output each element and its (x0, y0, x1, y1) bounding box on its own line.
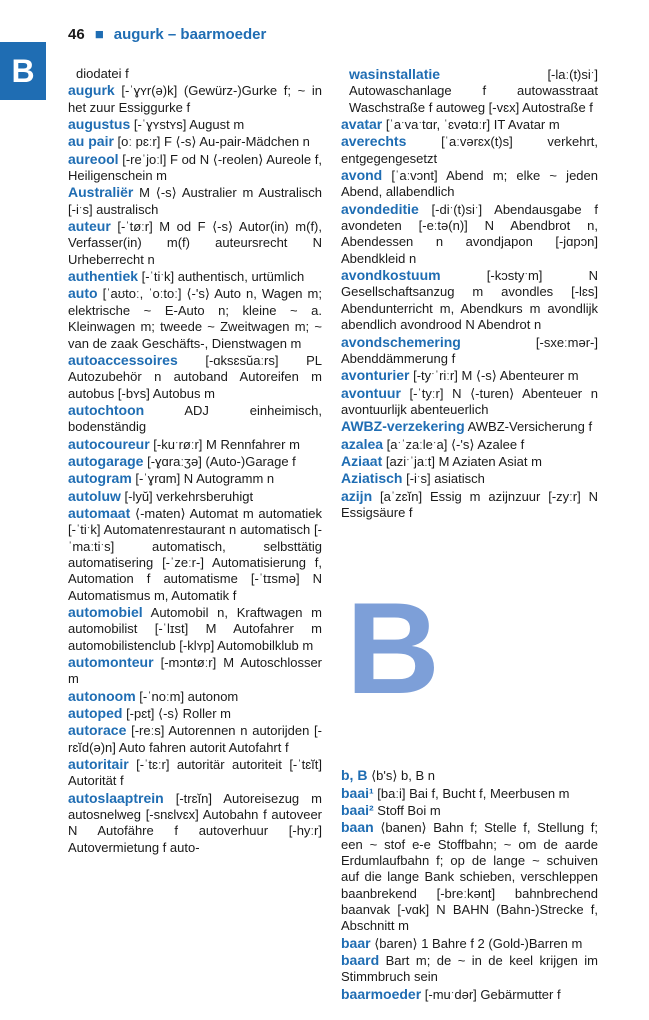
headword: automonteur (68, 654, 154, 671)
dictionary-entry: autorace [-reːs] Autorennen n autorijden [-rɛĭd(ə)n] Auto fahren autorit Autofahrt f (68, 722, 322, 755)
headword: autocoureur (68, 435, 150, 452)
dictionary-entry: automaat ⟨-maten⟩ Automat m automatiek [-ˈtiˑk] Automatenrestaurant n automatisch [-ˈmaːtiˑs] automatisch, selbsttätig automatisering [-ˈzeːr-] Automatisierung f, Automation f automatisme [-ˈtɪsmə] N Automatismus m, Automatik f (68, 504, 322, 603)
headword: baard (341, 952, 380, 969)
dictionary-entry: diodatei f (76, 66, 129, 81)
headword: AWBZ-verzekering (341, 418, 465, 435)
dictionary-entry: averechts [ˈaːvərɛx(t)s] verkehrt, entgegengesetzt (341, 133, 598, 166)
dictionary-entry: baai¹ [baːi] Bai f, Bucht f, Meerbusen m (341, 784, 570, 801)
headword: au pair (68, 133, 114, 150)
dictionary-entry: avonturier [-tyˑˈriːr] M ⟨-s⟩ Abenteurer m (341, 367, 579, 384)
page-range: augurk – baarmoeder (113, 26, 267, 43)
dictionary-entry: wasinstallatie [-laː(t)siˑ] Autowaschanlage f autowasstraat Waschstraße f autoweg [-vɛx] Autostraße f (349, 66, 598, 115)
dictionary-entry: auto [ˈaʊtoː, ˈoːtoː] ⟨-'s⟩ Auto n, Wagen m; elektrische ~ E-Auto n; kleine ~ a. Kleinwagen m; tweede ~ Zweitwagen m; ~ van de zaak Geschäfts-, Dienstwagen m (68, 285, 322, 351)
headword: autochtoon (68, 401, 145, 418)
dictionary-entry: autogram [-ˈɣrɑm] N Autogramm n (68, 470, 275, 487)
dictionary-entry: Aziatisch [-iˑs] asiatisch (341, 470, 485, 487)
dictionary-entry: au pair [oː pɛːr] F ⟨-s⟩ Au-pair-Mädchen n (68, 133, 310, 150)
headword: avontuur (341, 384, 401, 401)
dictionary-entry: autocoureur [-kuˑrøːr] M Rennfahrer m (68, 435, 300, 452)
headword: avond (341, 167, 383, 184)
header-bullet: ■ (94, 26, 104, 43)
dictionary-entry: aureool [-reˈjoːl] F od N ⟨-reolen⟩ Aureole f, Heiligenschein m (68, 150, 322, 184)
dictionary-entry: autonoom [-ˈnoːm] autonom (68, 687, 239, 704)
page-header (68, 26, 266, 43)
headword: Aziaat (341, 452, 383, 469)
dictionary-entry: augustus [-ˈɣʏstʏs] August m (68, 116, 245, 133)
section-letter: B (346, 575, 440, 721)
headword: azijn (341, 487, 373, 504)
letter-tab: B (0, 42, 46, 100)
dictionary-entry: autoaccessoires [-ɑksɛsŭaːrs] PL Autozubehör n autoband Autoreifen m autobus [-bʏs] Autobus m (68, 351, 322, 401)
dictionary-entry: AWBZ-verzekering AWBZ-Versicherung f (341, 418, 593, 435)
headword: baar (341, 934, 371, 951)
dictionary-entry: avond [ˈaːvɔnt] Abend m; elke ~ jeden Abend, allabendlich (341, 167, 598, 200)
headword: autoped (68, 705, 123, 722)
headword: averechts (341, 133, 407, 150)
dictionary-entry: azalea [aˑˈzaːleˑa] ⟨-'s⟩ Azalee f (341, 435, 525, 452)
dictionary-entry: baarmoeder [-muˑdər] Gebärmutter f (341, 985, 561, 1002)
dictionary-entry: baan ⟨banen⟩ Bahn f; Stelle f, Stellung f; een ~ stof e-e Stoffbahn; ~ om de aarde Erdumlaufbahn f; op de lange ~ schuiven auf die lange Bank schieben, verschleppen baanbrekend [-breːkənt] bahnbrechend baanvak [-vɑk] N BAHN (Bahn-)Strecke f, Abschnitt m (341, 819, 598, 934)
headword: aureool (68, 150, 119, 167)
headword: baai² (341, 801, 374, 818)
headword: auto (68, 285, 98, 302)
dictionary-entry: avontuur [-ˈtyːr] N ⟨-turen⟩ Abenteuer n avontuurlijk abenteuerlich (341, 384, 598, 417)
headword: baai¹ (341, 784, 374, 801)
dictionary-entry: b, B ⟨b's⟩ b, B n (341, 767, 435, 784)
headword: b, B (341, 767, 368, 784)
headword: avondeditie (341, 200, 419, 217)
headword: avondkostuum (341, 267, 441, 284)
headword: automobiel (68, 604, 143, 620)
dictionary-entry: automonteur [-mɔntøːr] M Autoschlosser m (68, 654, 322, 687)
dictionary-entry: avondschemering [-sxeːmər-] Abenddämmerung f (341, 333, 598, 366)
right-column (341, 66, 598, 1003)
headword: auteur (68, 218, 111, 235)
page-number: 46 (68, 26, 85, 43)
dictionary-entry: baai² Stoff Boi m (341, 801, 441, 818)
headword: authentiek (68, 268, 139, 285)
dictionary-entry: augurk [-ˈɣʏr(ə)k] (Gewürz-)Gurke f; ~ in het zuur Essiggurke f (68, 82, 322, 115)
dictionary-entry: avondkostuum [-kɔstyˑm] N Gesellschaftsanzug m avondles [-lɛs] Abendunterricht m, Abendkurs m avondlijk abendlich avondrood N Abendrot n (341, 267, 598, 333)
headword: autoaccessoires (68, 351, 178, 368)
headword: Aziatisch (341, 470, 403, 487)
headword: autogarage (68, 452, 144, 469)
dictionary-entry: auteur [-ˈtøːr] M od F ⟨-s⟩ Autor(in) m(f), Verfasser(in) m(f) auteursrecht N Urheberrecht n (68, 218, 322, 267)
headword: autorace (68, 722, 127, 739)
dictionary-entry: baard Bart m; de ~ in de keel krijgen im Stimmbruch sein (341, 952, 598, 985)
dictionary-entry: autoluw [-lyŭ] verkehrsberuhigt (68, 487, 254, 504)
headword: autoslaaptrein (68, 789, 164, 806)
headword: autoritair (68, 756, 129, 773)
dictionary-entry: baar ⟨baren⟩ 1 Bahre f 2 (Gold-)Barren m (341, 934, 583, 951)
dictionary-entry: avondeditie [-diˑ(t)siˑ] Abendausgabe f avondeten [-eːtə(n)] N Abendbrot n, Abendessen n avondjapon [-jɑpɔn] Abendkleid n (341, 200, 598, 266)
headword: azalea (341, 435, 384, 452)
headword: baarmoeder (341, 985, 422, 1002)
headword: avatar (341, 116, 383, 133)
dictionary-entry: autoped [-pɛt] ⟨-s⟩ Roller m (68, 705, 232, 722)
headword: avondschemering (341, 333, 461, 350)
dictionary-entry: azijn [aˈzɛĭn] Essig m azijnzuur [-zyːr] N Essigsäure f (341, 487, 598, 520)
dictionary-entry: automobiel Automobil n, Kraftwagen m automobilist [-ˈlɪst] M Autofahrer m automobilistenclub [-klʏp] Automobilklub m (68, 604, 322, 653)
headword: automaat (68, 504, 131, 521)
dictionary-entry: autochtoon ADJ einheimisch, bodenständig (68, 401, 322, 435)
headword: augurk (68, 82, 115, 99)
headword: autogram (68, 470, 132, 487)
dictionary-entry: authentiek [-ˈtiˑk] authentisch, urtümlich (68, 268, 305, 285)
headword: autonoom (68, 687, 136, 704)
headword: baan (341, 819, 374, 836)
headword: Australiër (68, 184, 134, 201)
dictionary-entry: autoslaaptrein [-trɛĭn] Autoreisezug m autosnelweg [-snɛlvɛx] Autobahn f autoveer N Autofähre f autoverhuur [-hyːr] Autovermietung f auto- (68, 789, 322, 855)
dictionary-entry: avatar [ˈaˑvaˑtɑr, ˈɛvətɑːr] IT Avatar m (341, 116, 560, 133)
headword: avonturier (341, 367, 410, 384)
headword: augustus (68, 116, 131, 133)
dictionary-entry: autoritair [-ˈtɛːr] autoritär autoriteit [-ˈtɛĭt] Autorität f (68, 756, 322, 789)
headword: autoluw (68, 487, 121, 504)
left-column (68, 66, 322, 856)
dictionary-entry: Aziaat [aziˑˈjaːt] M Aziaten Asiat m (341, 452, 542, 469)
headword: wasinstallatie (349, 66, 441, 82)
dictionary-entry: Australiër M ⟨-s⟩ Australier m Australisch [-iˑs] australisch (68, 184, 322, 217)
dictionary-entry: autogarage [-ɣɑraːʒə] (Auto-)Garage f (68, 452, 296, 469)
